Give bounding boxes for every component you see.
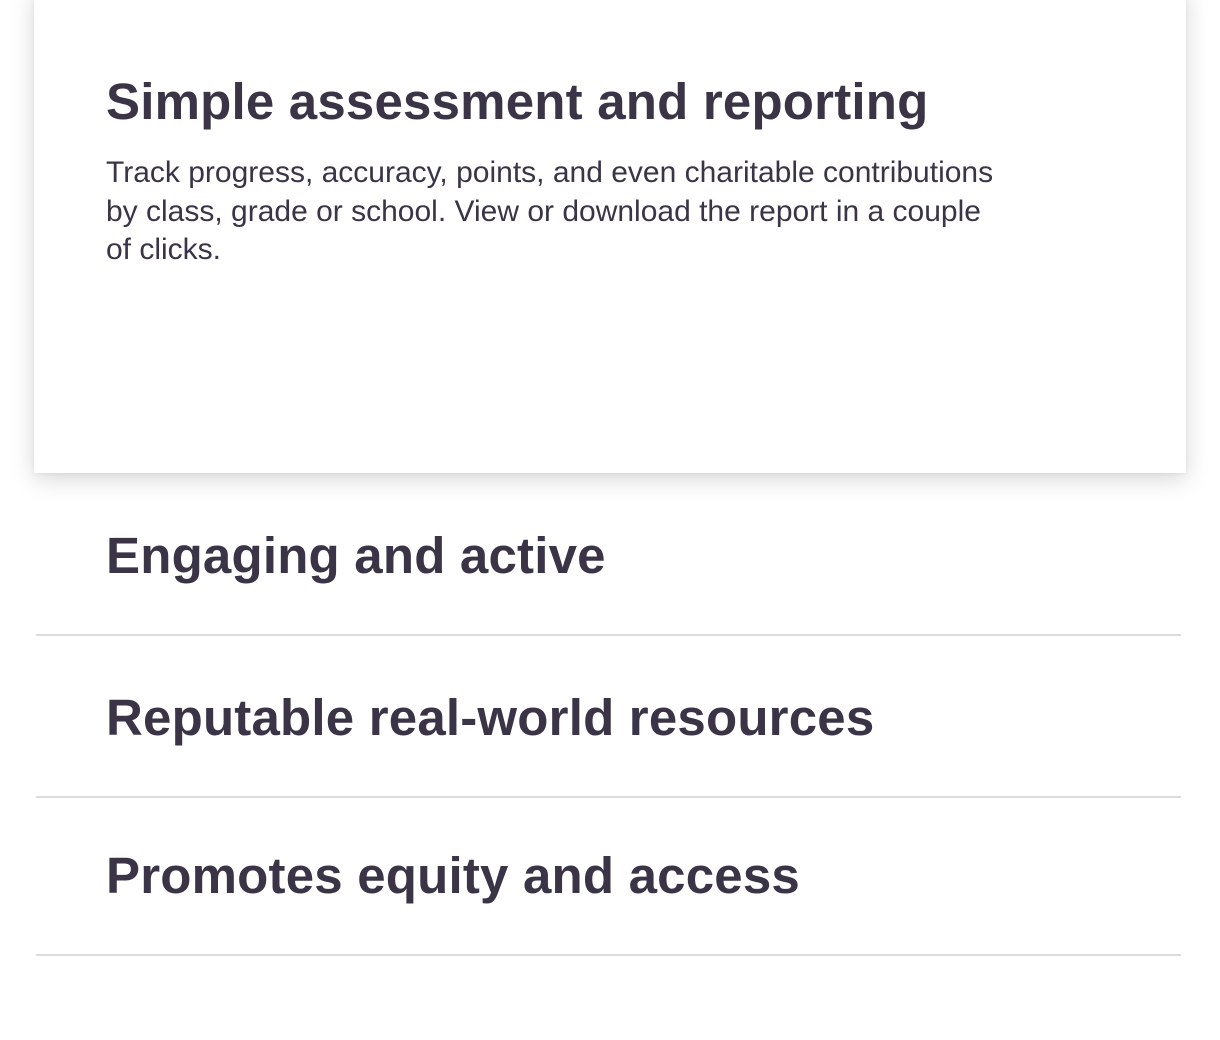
accordion-item-equity-access[interactable] xyxy=(36,798,1181,956)
feature-description: Track progress, accuracy, points, and even charitable contributions by class, grade or school. View or download the report in a couple of clicks. xyxy=(106,156,994,266)
accordion-item-engaging-active[interactable] xyxy=(36,474,1181,636)
feature-card-assessment-reporting[interactable] xyxy=(34,0,1186,473)
accordion-item-title: Promotes equity and access xyxy=(106,847,800,904)
accordion-item-title: Engaging and active xyxy=(106,527,606,584)
accordion-item-title: Reputable real-world resources xyxy=(106,689,875,746)
feature-title: Simple assessment and reporting xyxy=(106,73,929,130)
accordion-item-reputable-resources[interactable] xyxy=(36,636,1181,798)
